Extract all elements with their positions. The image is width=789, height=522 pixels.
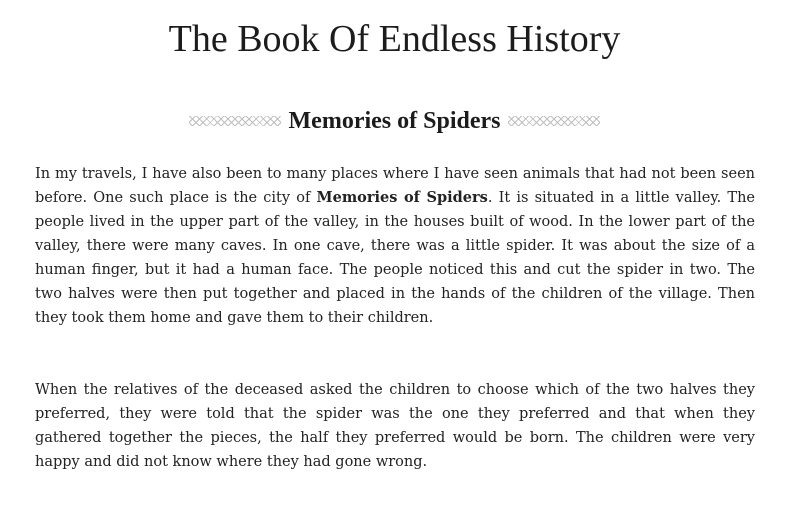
paragraph-2: When the relatives of the deceased asked the children to choose which of the two halves they preferred, they were told that the spider was the one they preferred and that when they gathered together the pieces, the half they preferred would be born. The children were very happy and did not know where they had gone wrong.	[35, 382, 755, 470]
paragraph-1	[35, 162, 755, 330]
section-heading-text: Memories of Spiders	[288, 108, 501, 134]
left-ornament-icon	[189, 116, 281, 126]
paragraph-1-highlight: Memories of Spiders	[316, 189, 488, 206]
paragraph-1-text-end: . It is situated in a little valley. The people lived in the upper part of the valley, in the houses built of wood. In the lower part of the valley, there were many caves. In one cave, there was a little spider. It was about the size of a human finger, but it had a human face. The people noticed this and cut the spider in two. The two halves were then put together and placed in the hands of the children of the village. Then they took them home and gave them to their children.	[35, 190, 756, 326]
right-ornament-icon	[508, 116, 600, 126]
section-heading	[0, 106, 789, 136]
paragraph-1-text-start: In my travels, I have also been to many places where I have seen animals that had not been seen before. One such place is the city of	[35, 166, 755, 206]
page-title: The Book Of Endless History	[168, 18, 621, 60]
